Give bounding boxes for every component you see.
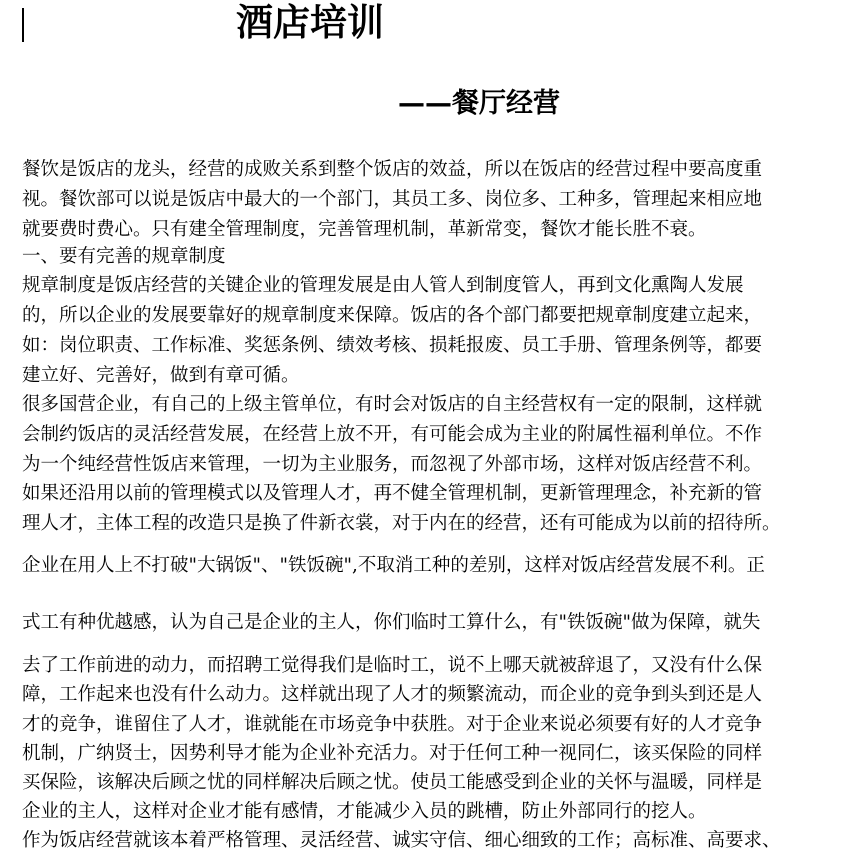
text-line: 就要费时费心。只有建全管理制度，完善管理机制，革新常变，餐饮才能长胜不衰。 (22, 219, 707, 240)
text-line: 会制约饭店的灵活经营发展，在经营上放不开，有可能会成为主业的附属性福利单位。不作 (22, 424, 763, 445)
text-line: 建立好、完善好，做到有章可循。 (22, 365, 300, 386)
text-line: 视。餐饮部可以说是饭店中最大的一个部门，其员工多、岗位多、工种多，管理起来相应地 (22, 189, 763, 210)
text-line: 买保险，该解决后顾之忧的同样解决后顾之忧。使员工能感受到企业的关怀与温暖，同样是 (22, 772, 763, 793)
text-line: 去了工作前进的动力，而招聘工觉得我们是临时工，说不上哪天就被辞退了，又没有什么保 (22, 655, 763, 676)
text-line: 机制，广纳贤士，因势利导才能为企业补充活力。对于任何工种一视同仁，该买保险的同样 (22, 743, 763, 764)
text-line: 如果还沿用以前的管理模式以及管理人才，再不健全管理机制，更新管理理念，补充新的管 (22, 483, 763, 504)
text-line: 才的竞争，谁留住了人才，谁就能在市场竞争中获胜。对于企业来说必须要有好的人才竞争 (22, 714, 763, 735)
text-cursor (22, 8, 24, 42)
section-heading: 一、要有完善的规章制度 (22, 246, 226, 267)
text-line: 企业在用人上不打破"大锅饭"、"铁饭碗",不取消工种的差别，这样对饭店经营发展不利。正 (22, 555, 765, 576)
text-line: 如：岗位职责、工作标准、奖惩条例、绩效考核、损耗报废、员工手册、管理条例等，都要 (22, 335, 763, 356)
text-line: 餐饮是饭店的龙头，经营的成败关系到整个饭店的效益，所以在饭店的经营过程中要高度重 (22, 159, 763, 180)
text-line: 很多国营企业，有自己的上级主管单位，有时会对饭店的自主经营权有一定的限制，这样就 (22, 394, 763, 415)
text-line: 的，所以企业的发展要靠好的规章制度来保障。饭店的各个部门都要把规章制度建立起来， (22, 305, 763, 326)
document-subtitle: ——餐厅经营 (398, 88, 560, 119)
text-line: 障，工作起来也没有什么动力。这样就出现了人才的频繁流动，而企业的竞争到头到还是人 (22, 684, 763, 705)
text-line: 理人才，主体工程的改造只是换了件新衣裳，对于内在的经营，还有可能成为以前的招待所。 (22, 513, 781, 534)
document-title: 酒店培训 (236, 0, 384, 44)
text-line: 规章制度是饭店经营的关键企业的管理发展是由人管人到制度管人，再到文化熏陶人发展 (22, 275, 744, 296)
text-line: 企业的主人，这样对企业才能有感情，才能减少入员的跳槽，防止外部同行的挖人。 (22, 801, 707, 822)
text-line: 式工有种优越感，认为自己是企业的主人，你们临时工算什么，有"铁饭碗"做为保障，就失 (22, 612, 761, 633)
text-line: 作为饭店经营就该本着严格管理、灵活经营、诚实守信、细心细致的工作；高标准、高要求、 (22, 830, 781, 851)
text-line: 为一个纯经营性饭店来管理，一切为主业服务，而忽视了外部市场，这样对饭店经营不利。 (22, 454, 763, 475)
